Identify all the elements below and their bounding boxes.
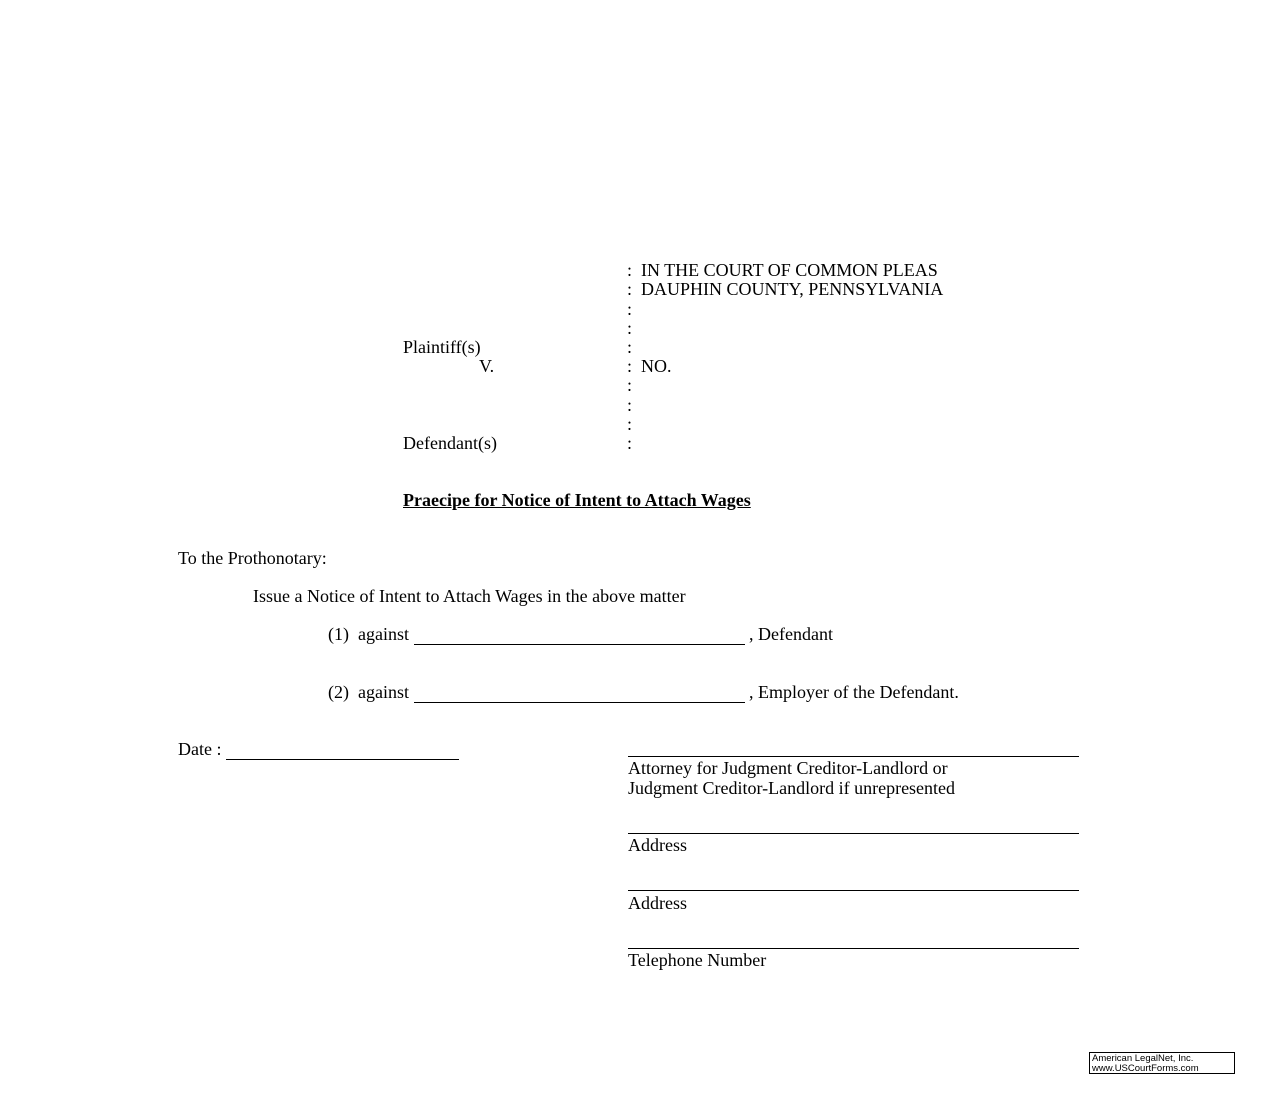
address-line-2[interactable]: [628, 890, 1079, 891]
item-2: [328, 683, 959, 703]
publisher-website: www.USCourtForms.com: [1092, 1063, 1199, 1074]
defendant-name-field[interactable]: [414, 625, 745, 645]
salutation: To the Prothonotary:: [178, 548, 327, 568]
item-2-against: against: [358, 682, 409, 702]
item-1-suffix: , Defendant: [749, 624, 833, 644]
caption-colon: :: [627, 337, 633, 357]
caption-colon: :: [627, 299, 633, 319]
date-label: Date :: [178, 739, 222, 759]
plaintiff-label: Plaintiff(s): [403, 337, 481, 357]
caption-colon: : DAUPHIN COUNTY, PENNSYLVANIA: [627, 279, 944, 299]
caption-colon: : IN THE COURT OF COMMON PLEAS: [627, 260, 938, 280]
address-line-1[interactable]: [628, 833, 1079, 834]
date-field[interactable]: [226, 740, 459, 760]
publisher-badge: [1089, 1052, 1235, 1074]
telephone-line[interactable]: [628, 948, 1079, 949]
caption-colon: :: [627, 395, 633, 415]
court-county: DAUPHIN COUNTY, PENNSYLVANIA: [641, 279, 944, 299]
court-name: IN THE COURT OF COMMON PLEAS: [641, 260, 938, 280]
employer-name-field[interactable]: [414, 683, 745, 703]
defendant-label: Defendant(s): [403, 433, 497, 453]
caption-colon: :: [627, 414, 633, 434]
caption-colon: :: [627, 433, 633, 453]
item-1-number: (1): [328, 624, 349, 644]
case-number-label: NO.: [641, 356, 672, 376]
document-title: Praecipe for Notice of Intent to Attach Wages: [403, 490, 751, 510]
address-label-2: Address: [628, 893, 687, 913]
address-label-1: Address: [628, 835, 687, 855]
publisher-name: American LegalNet, Inc.: [1092, 1053, 1194, 1064]
attorney-label-line2: Judgment Creditor-Landlord if unrepresented: [628, 778, 956, 798]
caption-colon: : NO.: [627, 356, 672, 376]
item-2-number: (2): [328, 682, 349, 702]
item-1: [328, 625, 833, 645]
item-1-against: against: [358, 624, 409, 644]
date-row: [178, 740, 459, 760]
telephone-label: Telephone Number: [628, 950, 767, 970]
instruction-text: Issue a Notice of Intent to Attach Wages in the above matter: [253, 586, 686, 606]
attorney-label-line1: Attorney for Judgment Creditor-Landlord or: [628, 758, 948, 778]
versus-label: V.: [479, 356, 495, 376]
item-2-suffix: , Employer of the Defendant.: [749, 682, 959, 702]
caption-colon: :: [627, 318, 633, 338]
signature-line[interactable]: [628, 756, 1079, 757]
caption-colon: :: [627, 375, 633, 395]
